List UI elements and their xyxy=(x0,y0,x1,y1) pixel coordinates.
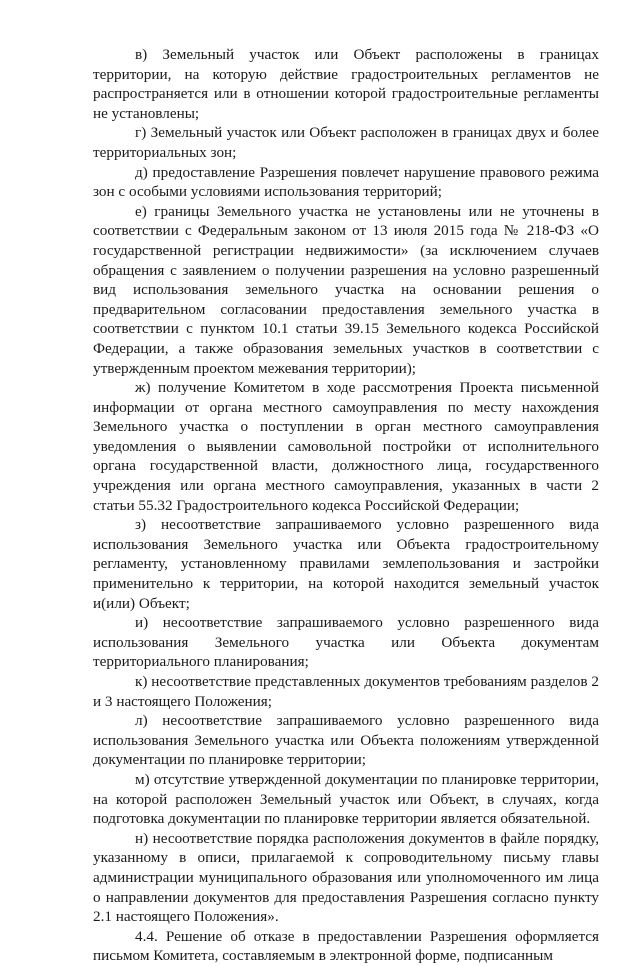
paragraph-d: д) предоставление Разрешения повлечет нарушение правового режима зон с особыми условиями использования территорий; xyxy=(93,163,599,201)
paragraph-l: л) несоответствие запрашиваемого условно разрешенного вида использования Земельного участка или Объекта положениям утвержденной документации по планировке территории; xyxy=(93,712,599,769)
paragraph-e: е) границы Земельного участка не установлены или не уточнены в соответствии с Федеральным законом от 13 июля 2015 года № 218-ФЗ «О государственной регистрации недвижимости» (за исключением случаев обращения с заявлением о получении разрешения на условно разрешенный вид использования земельного участка на основании решения о предварительном согласовании предоставления земельного участка в соответствии с пунктом 10.1 статьи 39.15 Земельного кодекса Российской Федерации, а также образования земельных участков в соответствии с утвержденным проектом межевания территории); xyxy=(93,202,599,377)
document-body xyxy=(93,45,599,966)
paragraph-v: в) Земельный участок или Объект расположены в границах территории, на которую действие градостроительных регламентов не распространяется или в отношении которой градостроительные регламенты не установлены; xyxy=(93,46,599,122)
paragraph-n: н) несоответствие порядка расположения документов в файле порядку, указанному в описи, прилагаемой к сопроводительному письму главы администрации муниципального образования или уполномоченного им лица о направлении документов для предоставления Разрешения согласно пункту 2.1 настоящего Положения». xyxy=(93,829,599,926)
paragraph-i: и) несоответствие запрашиваемого условно разрешенного вида использования Земельного участка или Объекта документам территориального планирования; xyxy=(93,614,599,671)
paragraph-z: з) несоответствие запрашиваемого условно разрешенного вида использования Земельного участка или Объекта градостроительному регламенту, установленному правилами землепользования и застройки применительно к территории, на которой находится земельный участок и(или) Объект; xyxy=(93,516,599,612)
paragraph-m: м) отсутствие утвержденной документации по планировке территории, на которой расположен Земельный участок или Объект, в случаях, когда подготовка документации по планировке территории является обязательной. xyxy=(93,770,599,828)
paragraph-g: г) Земельный участок или Объект расположен в границах двух и более территориальных зон; xyxy=(93,124,599,161)
paragraph-zh: ж) получение Комитетом в ходе рассмотрения Проекта письменной информации от органа местного самоуправления по месту нахождения Земельного участка о поступлении в орган местного самоуправления уведомления о выявлении самовольной постройки от исполнительного органа государственной власти, должностного лица, государственного учреждения или органа местного самоуправления, указанных в части 2 статьи 55.32 Градостроительного кодекса Российской Федерации; xyxy=(93,379,599,514)
paragraph-4-4: 4.4. Решение об отказе в предоставлении Разрешения оформляется письмом Комитета, составляемым в электронной форме, подписанным xyxy=(93,927,599,965)
paragraph-k: к) несоответствие представленных документов требованиям разделов 2 и 3 настоящего Положения; xyxy=(93,673,599,710)
